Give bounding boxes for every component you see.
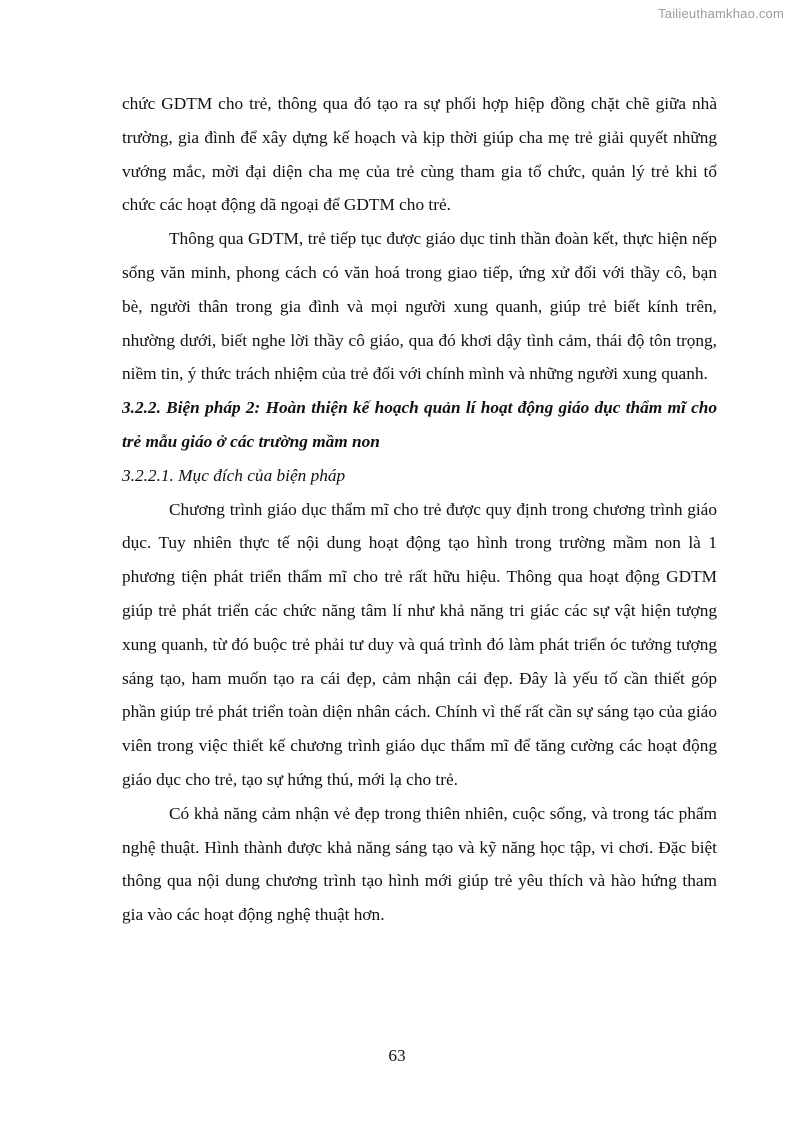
paragraph-program-purpose: Chương trình giáo dục thẩm mĩ cho trẻ được quy định trong chương trình giáo dục. Tuy nhiên thực tế nội dung hoạt động tạo hình trong trường mầm non là 1 phương tiện phát triển thẩm mĩ cho trẻ rất hữu hiệu. Thông qua hoạt động GDTM giúp trẻ phát triển các chức năng tâm lí như khả năng tri giác các sự vật hiện tượng xung quanh, từ đó buộc trẻ phải tư duy và quá trình đó làm phát triển óc tưởng tượng sáng tạo, ham muốn tạo ra cái đẹp, cảm nhận cái đẹp. Đây là yếu tố cần thiết góp phần giúp trẻ phát triển toàn diện nhân cách. Chính vì thế rất cần sự sáng tạo của giáo viên trong việc thiết kế chương trình giáo dục thẩm mĩ để tăng cường các hoạt động giáo dục cho trẻ, tạo sự hứng thú, mới lạ cho trẻ. bbox=[122, 499, 717, 789]
paragraph-continuation: chức GDTM cho trẻ, thông qua đó tạo ra sự phối hợp hiệp đồng chặt chẽ giữa nhà trường, gia đình để xây dựng kế hoạch và kịp thời giúp cha mẹ trẻ giải quyết những vướng mắc, mời đại diện cha mẹ của trẻ cùng tham gia tổ chức, quản lý trẻ khi tổ chức các hoạt động dã ngoại để GDTM cho trẻ. bbox=[122, 94, 717, 215]
subsection-heading-3-2-2-1: 3.2.2.1. Mục đích của biện pháp bbox=[122, 465, 346, 485]
page-number: 63 bbox=[388, 1046, 406, 1065]
paragraph-gdtm-education: Thông qua GDTM, trẻ tiếp tục được giáo dục tinh thần đoàn kết, thực hiện nếp sống văn minh, phong cách có văn hoá trong giao tiếp, ứng xử đối với thầy cô, bạn bè, người thân trong gia đình và mọi người xung quanh, giúp trẻ biết kính trên, nhường dưới, biết nghe lời thầy cô giáo, qua đó khơi dậy tình cảm, thái độ tôn trọng, niềm tin, ý thức trách nhiệm của trẻ đối với chính mình và những người xung quanh. bbox=[122, 229, 717, 384]
document-body bbox=[122, 87, 717, 932]
section-heading-3-2-2: 3.2.2. Biện pháp 2: Hoàn thiện kế hoạch quản lí hoạt động giáo dục thẩm mĩ cho trẻ mẫu giáo ở các trường mầm non bbox=[122, 398, 717, 451]
paragraph-perception-ability: Có khả năng cảm nhận vẻ đẹp trong thiên nhiên, cuộc sống, và trong tác phẩm nghệ thuật. Hình thành được khả năng sáng tạo và kỹ năng học tập, vi chơi. Đặc biệt thông qua nội dung chương trình tạo hình mới giúp trẻ yêu thích và hào hứng tham gia vào các hoạt động nghệ thuật hơn. bbox=[122, 803, 717, 925]
watermark-text: Tailieuthamkhao.com bbox=[658, 6, 784, 21]
